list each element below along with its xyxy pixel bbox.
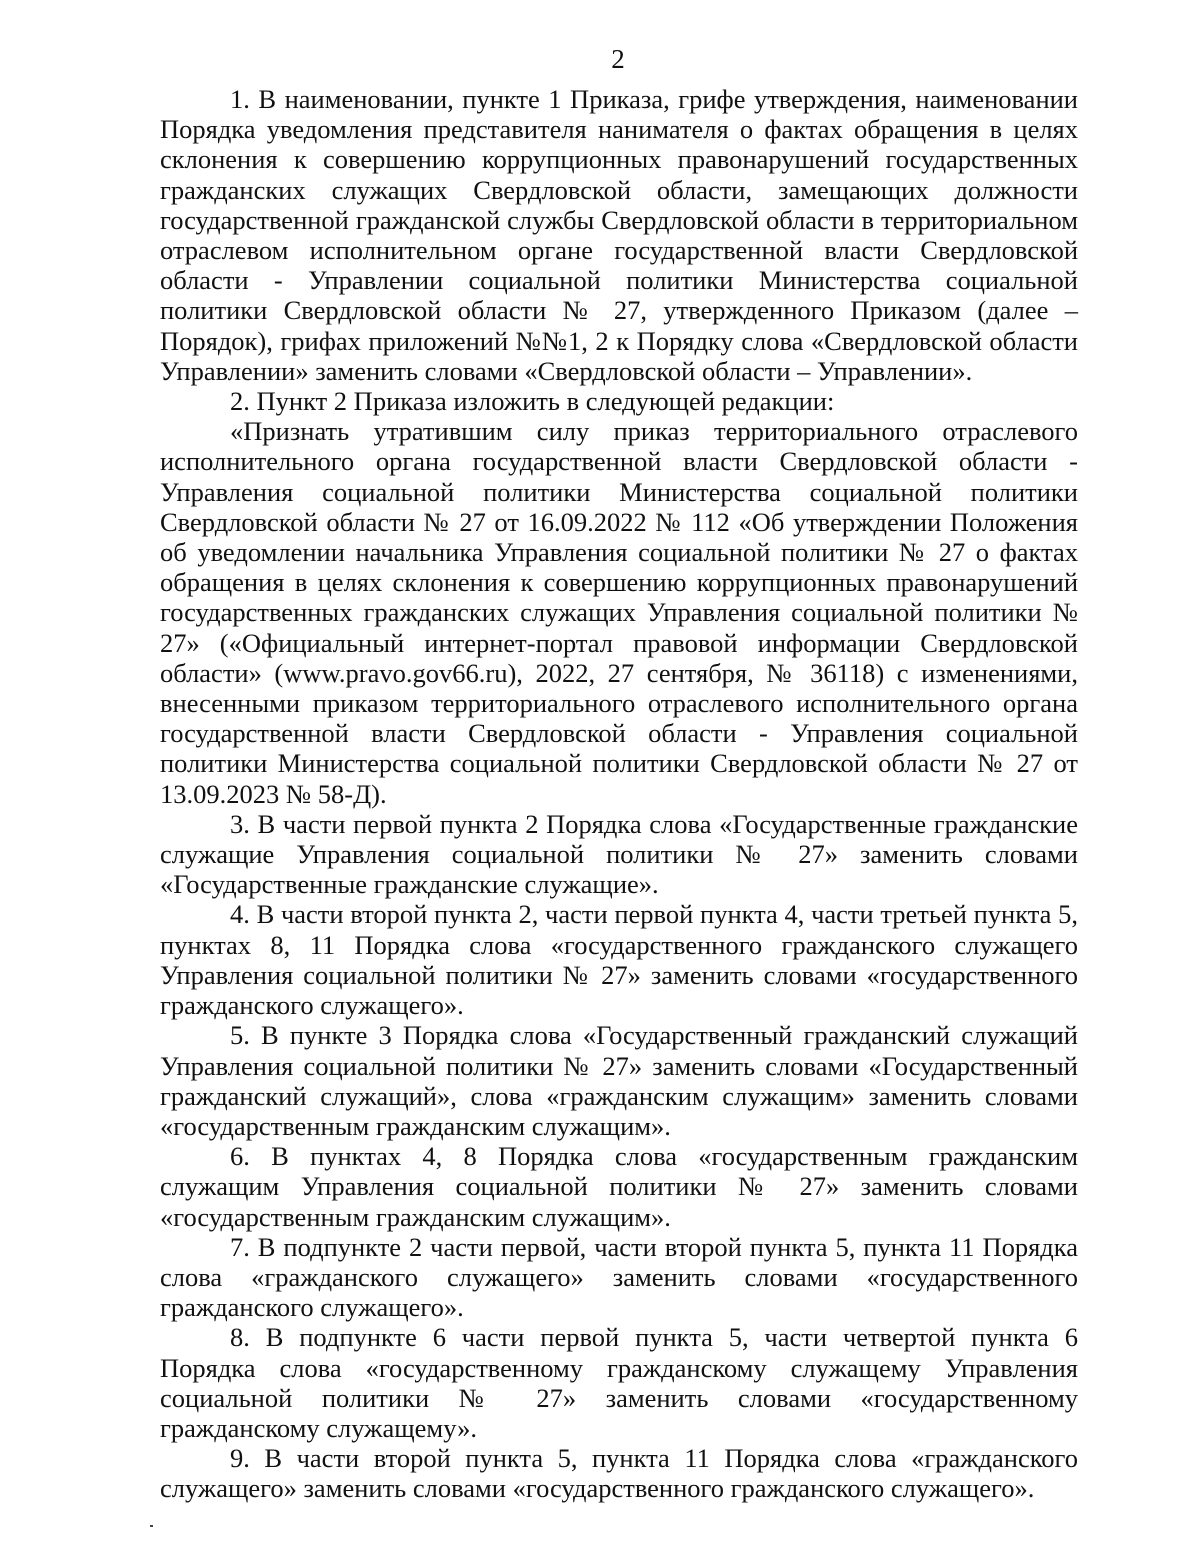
paragraph-2: 2. Пункт 2 Приказа изложить в следующей редакции:: [230, 386, 835, 417]
paragraph-1: 1. В наименовании, пункте 1 Приказа, грифе утверждения, наименовании Порядка уведомления представителя нанимателя о фактах обращения в целях склонения к совершению коррупционных правонарушений государственных гражданских служащих Свердловской области, замещающих должности государственной гражданской службы Свердловской области в территориальном отраслевом исполнительном органе государственной власти Свердловской области - Управлении социальной политики Министерства социальной политики Свердловской области № 27, утвержденного Приказом (далее – Порядок), грифах приложений №№1, 2 к Порядку слова «Свердловской области Управлении» заменить словами «Свердловской области – Управлении».: [160, 84, 1078, 386]
paragraph-4: 4. В части второй пункта 2, части первой пункта 4, части третьей пункта 5, пунктах 8, 11 Порядка слова «государственного гражданского служащего Управления социальной политики № 27» заменить словами «государственного гражданского служащего».: [160, 899, 1078, 1021]
document-body: [160, 84, 1078, 1504]
page-number: 2: [611, 44, 625, 74]
paragraph-2-quoted-text: «Признать утратившим силу приказ территориального отраслевого исполнительного органа государственной власти Свердловской области - Управления социальной политики Министерства социальной политики Свердловской области № 27 от 16.09.2022 № 112 «Об утверждении Положения об уведомлении начальника Управления социальной политики № 27 о фактах обращения в целях склонения к совершению коррупционных правонарушений государственных гражданских служащих Управления социальной политики № 27» («Официальный интернет-портал правовой информации Свердловской области» (www.pravo.gov66.ru), 2022, 27 сентября, № 36118) с изменениями, внесенными приказом территориального отраслевого исполнительного органа государственной власти Свердловской области - Управления социальной политики Министерства социальной политики Свердловской области № 27 от 13.09.2023 № 58-Д).: [160, 416, 1078, 809]
paragraph-3: 3. В части первой пункта 2 Порядка слова «Государственные гражданские служащие Управления социальной политики № 27» заменить словами «Государственные гражданские служащие».: [160, 808, 1078, 900]
paragraph-9: 9. В части второй пункта 5, пункта 11 Порядка слова «гражданского служащего» заменить словами «государственного гражданского служащего».: [160, 1443, 1078, 1504]
paragraph-8: 8. В подпункте 6 части первой пункта 5, части четвертой пункта 6 Порядка слова «государственному гражданскому служащему Управления социальной политики № 27» заменить словами «государственному гражданскому служащему».: [160, 1322, 1078, 1443]
scan-speck: [150, 1525, 153, 1527]
paragraph-7: 7. В подпункте 2 части первой, части второй пункта 5, пункта 11 Порядка слова «гражданского служащего» заменить словами «государственного гражданского служащего».: [160, 1231, 1078, 1323]
paragraph-6: 6. В пунктах 4, 8 Порядка слова «государственным гражданским служащим Управления социальной политики № 27» заменить словами «государственным гражданским служащим».: [160, 1141, 1078, 1232]
paragraph-5: 5. В пункте 3 Порядка слова «Государственный гражданский служащий Управления социальной политики № 27» заменить словами «Государственный гражданский служащий», слова «гражданским служащим» заменить словами «государственным гражданским служащим».: [160, 1020, 1078, 1141]
